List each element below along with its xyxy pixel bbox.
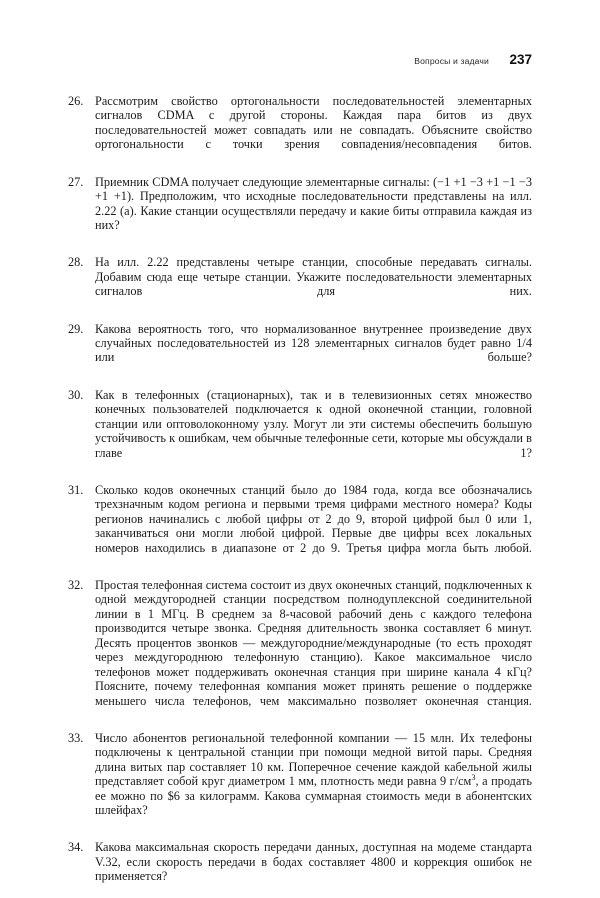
exercise-number: 29.: [68, 321, 84, 336]
exercise-number: 27.: [68, 174, 84, 189]
exercise-text: Сколько кодов оконечных станций было до 1984 года, когда все обозначались трехзначным кодом региона и первыми тремя цифрами местного номера? Коды регионов начинались с любой цифры от 2 до 9, второй цифрой был 0 или 1, заканчиваться они могли любой цифрой. Первые две цифры всех локальных номеров находились в диапазоне от 2 до 9. Третья цифра могла быть любой.: [95, 482, 532, 555]
exercise-text: Как в телефонных (стационарных), так и в телевизионных сетях множество конечных пользователей подключается к одной оконечной станции, головной станции или оптоволоконному узлу. Могут ли эти системы обеспечить большую устойчивость к ошибкам, чем обычные телефонные сети, которые мы обсуждали в главе 1?: [95, 387, 532, 460]
superscript-exponent: 3: [471, 773, 476, 783]
exercise-text-with-superscript: [95, 731, 532, 832]
exercise-number: 33.: [68, 730, 84, 745]
exercise-text-segment: Число абонентов региональной телефонной компании — 15 млн. Их телефоны подключены к центральной станции при помощи медной витой пары. Средняя длина витых пар составляет 10 км. Поперечное сечение каждой кабельной жилы представляет собой круг диаметром 1 мм, плотность меди равна 9 г/см: [95, 730, 532, 789]
exercise-item: [68, 255, 532, 313]
exercise-item: [68, 94, 532, 166]
exercise-text: Какова вероятность того, что нормализованное внутреннее произведение двух случайных последовательностей из 128 элементарных сигналов будет равно 1/4 или больше?: [95, 321, 532, 365]
exercise-text: Простая телефонная система состоит из двух оконечных станций, подключенных к одной междугородней станции посредством полнодуплексной соединительной линии в 1 МГц. В среднем за 8-часовой рабочий день с каждого телефона производится четыре звонка. Средняя длительность звонка составляет 6 минут. Десять процентов звонков — междугородние/международные (то есть проходят через междугороднюю телефонную станцию). Какое максимальное число телефонов может поддерживать оконечная станция при ширине канала 4 кГц? Поясните, почему телефонная компания может принять решение о поддержке меньшего числа телефонов, чем максимально позволяет оконечная станция.: [95, 577, 532, 708]
exercise-number: 31.: [68, 482, 84, 497]
exercise-list: [68, 94, 532, 898]
exercise-number: 34.: [68, 840, 84, 855]
exercise-text: Какова максимальная скорость передачи данных, доступная на модеме стандарта V.32, если скорость передачи в бодах составляет 4800 и коррекция ошибок не применяется?: [95, 840, 532, 884]
exercise-item: [68, 322, 532, 380]
exercise-item: [68, 840, 532, 898]
exercise-item: [68, 388, 532, 475]
running-head: [68, 52, 532, 67]
page-number: 237: [509, 52, 532, 67]
exercise-item: [68, 578, 532, 723]
exercise-number: 30.: [68, 387, 84, 402]
exercise-number: 28.: [68, 255, 84, 270]
exercise-item: [68, 483, 532, 570]
exercise-text-segment: , а продать ее можно по $6 за килограмм. Какова суммарная стоимость меди в абонентских шлейфах?: [95, 774, 532, 818]
running-head-title: Вопросы и задачи: [414, 56, 489, 66]
exercise-text: Приемник CDMA получает следующие элементарные сигналы: (−1 +1 −3 +1 −1 −3 +1 +1). Предположим, что исходные последовательности представлены на илл. 2.22 (а). Какие станции осуществляли передачу и какие биты отправила каждая из них?: [95, 174, 532, 233]
exercise-text: На илл. 2.22 представлены четыре станции, способные передавать сигналы. Добавим сюда еще четыре станции. Укажите последовательности элементарных сигналов для них.: [95, 255, 532, 299]
exercise-item: [68, 175, 532, 247]
exercise-item: [68, 731, 532, 832]
exercise-text: Рассмотрим свойство ортогональности последовательностей элементарных сигналов CDMA с другой стороны. Каждая пара битов из двух последовательностей может совпадать или не совпадать. Объясните свойство ортогональности с точки зрения совпадения/несовпадения битов.: [95, 94, 532, 152]
exercise-number: 26.: [68, 94, 84, 108]
exercise-number: 32.: [68, 577, 84, 592]
